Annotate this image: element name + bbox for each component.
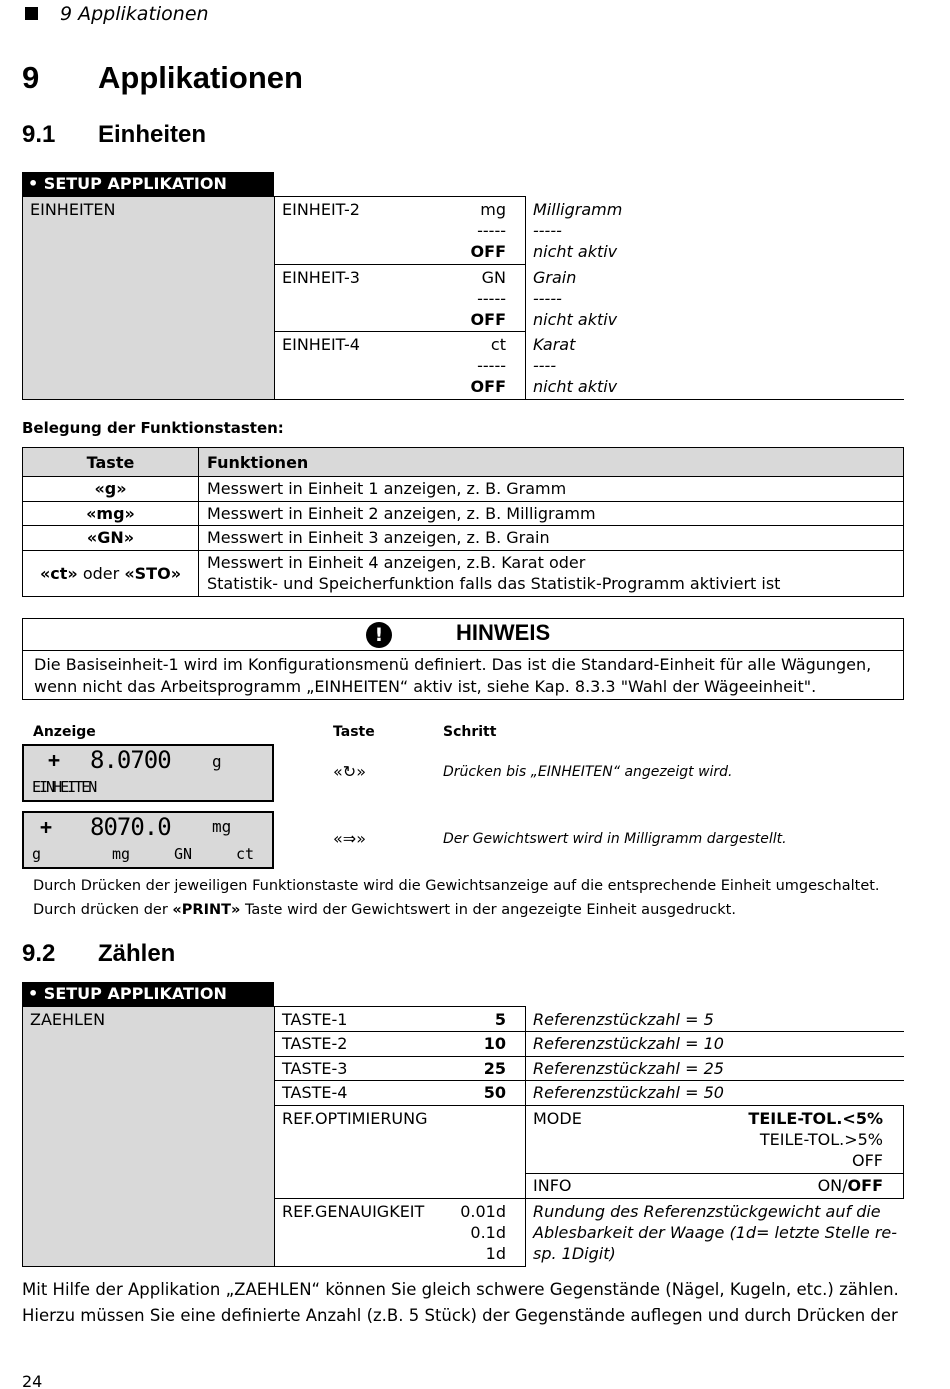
taste1-desc: Referenzstückzahl = 5: [533, 1010, 714, 1029]
mode-opt-off: OFF: [852, 1151, 883, 1170]
ref-gen-desc-1: Rundung des Referenzstückgewicht auf die: [533, 1202, 881, 1221]
col-anzeige: Anzeige: [33, 724, 96, 740]
ref-gen-label: REF.GENAUIGKEIT: [282, 1202, 425, 1221]
mode-label: MODE: [533, 1109, 582, 1128]
setup-tag: • SETUP APPLIKATION: [22, 172, 274, 196]
taste4-desc: Referenzstückzahl = 50: [533, 1083, 724, 1102]
header-funktionen: Funktionen: [199, 448, 904, 477]
ref-gen-desc-3: sp. 1Digit): [533, 1244, 616, 1263]
lcd-unit-mg: mg: [112, 845, 131, 863]
step-1: Drücken bis „EINHEITEN“ angezeigt wird.: [443, 764, 733, 780]
hinweis-header: [23, 619, 903, 651]
einheit2-desc-dash: -----: [533, 221, 562, 240]
ref-gen-opt-2: 0.1d: [470, 1223, 506, 1242]
einheit4-opt-dash: -----: [477, 356, 506, 375]
key-cell: «GN»: [23, 526, 199, 551]
taste4-label: TASTE-4: [282, 1083, 348, 1102]
einheit4-desc-dash: ----: [533, 356, 557, 375]
func-line-2: Statistik- und Speicherfunktion falls das Statistik-Programm aktiviert ist: [207, 574, 781, 593]
hinweis-line-1: Die Basiseinheit-1 wird im Konfigurationsmenü definiert. Das ist die Standard-Einheit für alle Wägungen,: [34, 655, 872, 674]
menu-cell: [22, 196, 274, 399]
step-2: Der Gewichtswert wird in Milligramm dargestellt.: [443, 831, 787, 847]
ref-opt-label: REF.OPTIMIERUNG: [282, 1109, 428, 1128]
menu-cell: [22, 1006, 274, 1266]
einheit3-opt-dash: -----: [477, 289, 506, 308]
info-label: INFO: [533, 1176, 572, 1195]
lcd-unit-gn: GN: [174, 845, 193, 863]
einheit2-opt-off: OFF: [470, 242, 506, 261]
lcd-display-2: [22, 811, 274, 869]
lcd-value: 8.0700: [90, 746, 171, 774]
chapter-number: 9: [22, 60, 40, 95]
taste4-val: 50: [483, 1083, 506, 1102]
hinweis-line-2: wenn nicht das Arbeitsprogramm „EINHEITEN“ aktiv ist, siehe Kap. 8.3.3 "Wahl der Wägeeinheit".: [34, 677, 817, 696]
page-number: 24: [22, 1372, 43, 1389]
einheit2-desc: Milligramm: [533, 200, 623, 219]
table-row: [23, 526, 904, 551]
taste1-label: TASTE-1: [282, 1010, 348, 1029]
einheit3-opt-off: OFF: [470, 310, 506, 329]
einheit3-desc: Grain: [533, 268, 577, 287]
taste1-val: 5: [494, 1010, 506, 1029]
taste3-desc: Referenzstückzahl = 25: [533, 1059, 724, 1078]
einheit2-opt-dash: -----: [477, 221, 506, 240]
einheit3-label: EINHEIT-3: [282, 268, 360, 287]
function-key-table: [22, 447, 904, 597]
exclamation-icon: !: [366, 622, 392, 648]
einheit4-label: EINHEIT-4: [282, 335, 360, 354]
lcd-sign: +: [40, 815, 53, 839]
ref-gen-opt-3: 1d: [485, 1244, 506, 1263]
menu-label: ZAEHLEN: [30, 1010, 106, 1029]
key-cell: «ct» oder «STO»: [23, 550, 199, 596]
lcd-unit-ct: ct: [236, 845, 255, 863]
paragraph-line-2: Hierzu müssen Sie eine definierte Anzahl (z.B. 5 Stück) der Gegenstände auflegen und durch Drücken der: [22, 1306, 898, 1325]
table-row: [23, 477, 904, 502]
section-number: 9.2: [22, 940, 56, 967]
key-cell: «mg»: [23, 501, 199, 526]
einheit4-opt-off: OFF: [470, 377, 506, 396]
paragraph-line-1: Mit Hilfe der Applikation „ZAEHLEN“ können Sie gleich schwere Gegenstände (Nägel, Kugeln, etc.) zählen.: [22, 1280, 899, 1299]
info-value: ON/OFF: [817, 1176, 883, 1195]
einheit2-label: EINHEIT-2: [282, 200, 360, 219]
table-row: [23, 550, 904, 596]
mode-opt-2: TEILE-TOL.>5%: [759, 1130, 883, 1149]
einheit2-opt-mg: mg: [480, 200, 506, 219]
hinweis-box: [22, 618, 904, 700]
einheit3-desc-dash: -----: [533, 289, 562, 308]
section-number: 9.1: [22, 121, 56, 148]
hinweis-title: HINWEIS: [456, 620, 551, 645]
table-row: [23, 501, 904, 526]
lcd-sign: +: [48, 748, 61, 772]
section-title: Einheiten: [98, 121, 207, 148]
einheit4-opt-ct: ct: [490, 335, 506, 354]
func-cell: Messwert in Einheit 2 anzeigen, z. B. Milligramm: [199, 501, 904, 526]
taste3-val: 25: [483, 1059, 506, 1078]
taste2-label: TASTE-2: [282, 1034, 348, 1053]
taste2-desc: Referenzstückzahl = 10: [533, 1034, 724, 1053]
lcd-display-1: [22, 744, 274, 802]
lcd-value: 8070.0: [90, 813, 171, 841]
setup-tag: • SETUP APPLIKATION: [22, 982, 274, 1006]
key-cell: «g»: [23, 477, 199, 502]
hinweis-body: [34, 654, 896, 698]
taste3-label: TASTE-3: [282, 1059, 348, 1078]
col-schritt: Schritt: [443, 724, 497, 740]
ref-gen-opt-1: 0.01d: [460, 1202, 506, 1221]
einheit4-desc-off: nicht aktiv: [533, 377, 618, 396]
func-cell: Messwert in Einheit 1 anzeigen, z. B. Gramm: [199, 477, 904, 502]
einheit3-desc-off: nicht aktiv: [533, 310, 618, 329]
func-cell: [199, 550, 904, 596]
header-square-icon: [25, 7, 38, 20]
lcd-unit: mg: [212, 817, 232, 836]
func-cell: Messwert in Einheit 3 anzeigen, z. B. Grain: [199, 526, 904, 551]
ref-gen-desc-2: Ablesbarkeit der Waage (1d= letzte Stelle re-: [533, 1223, 898, 1242]
einheit2-desc-off: nicht aktiv: [533, 242, 618, 261]
func-line-1: Messwert in Einheit 4 anzeigen, z.B. Karat oder: [207, 553, 586, 572]
header-taste: Taste: [23, 448, 199, 477]
lcd-unit-g: g: [32, 845, 42, 863]
col-taste: Taste: [333, 724, 375, 740]
menu-label: EINHEITEN: [30, 200, 116, 219]
mode-opt-1: TEILE-TOL.<5%: [748, 1109, 883, 1128]
einheit4-desc: Karat: [533, 335, 576, 354]
einheit3-opt-gn: GN: [481, 268, 506, 287]
lcd-menu-text: EINHEITEN: [32, 778, 96, 796]
section-title: Zählen: [98, 940, 176, 967]
lcd-unit: g: [212, 752, 222, 771]
taste2-val: 10: [483, 1034, 506, 1053]
chapter-title: Applikationen: [98, 60, 303, 95]
key-refresh-icon: «↻»: [333, 762, 366, 781]
running-title: 9 Applikationen: [60, 3, 209, 25]
note-2: Durch drücken der «PRINT» Taste wird der Gewichtswert in der angezeigte Einheit ausgedruckt.: [33, 902, 736, 918]
key-arrow-icon: «⇒»: [333, 829, 366, 848]
keys-title: Belegung der Funktionstasten:: [22, 419, 284, 437]
note-1: Durch Drücken der jeweiligen Funktionstaste wird die Gewichtsanzeige auf die entsprechende Einheit umgeschaltet.: [33, 878, 880, 894]
